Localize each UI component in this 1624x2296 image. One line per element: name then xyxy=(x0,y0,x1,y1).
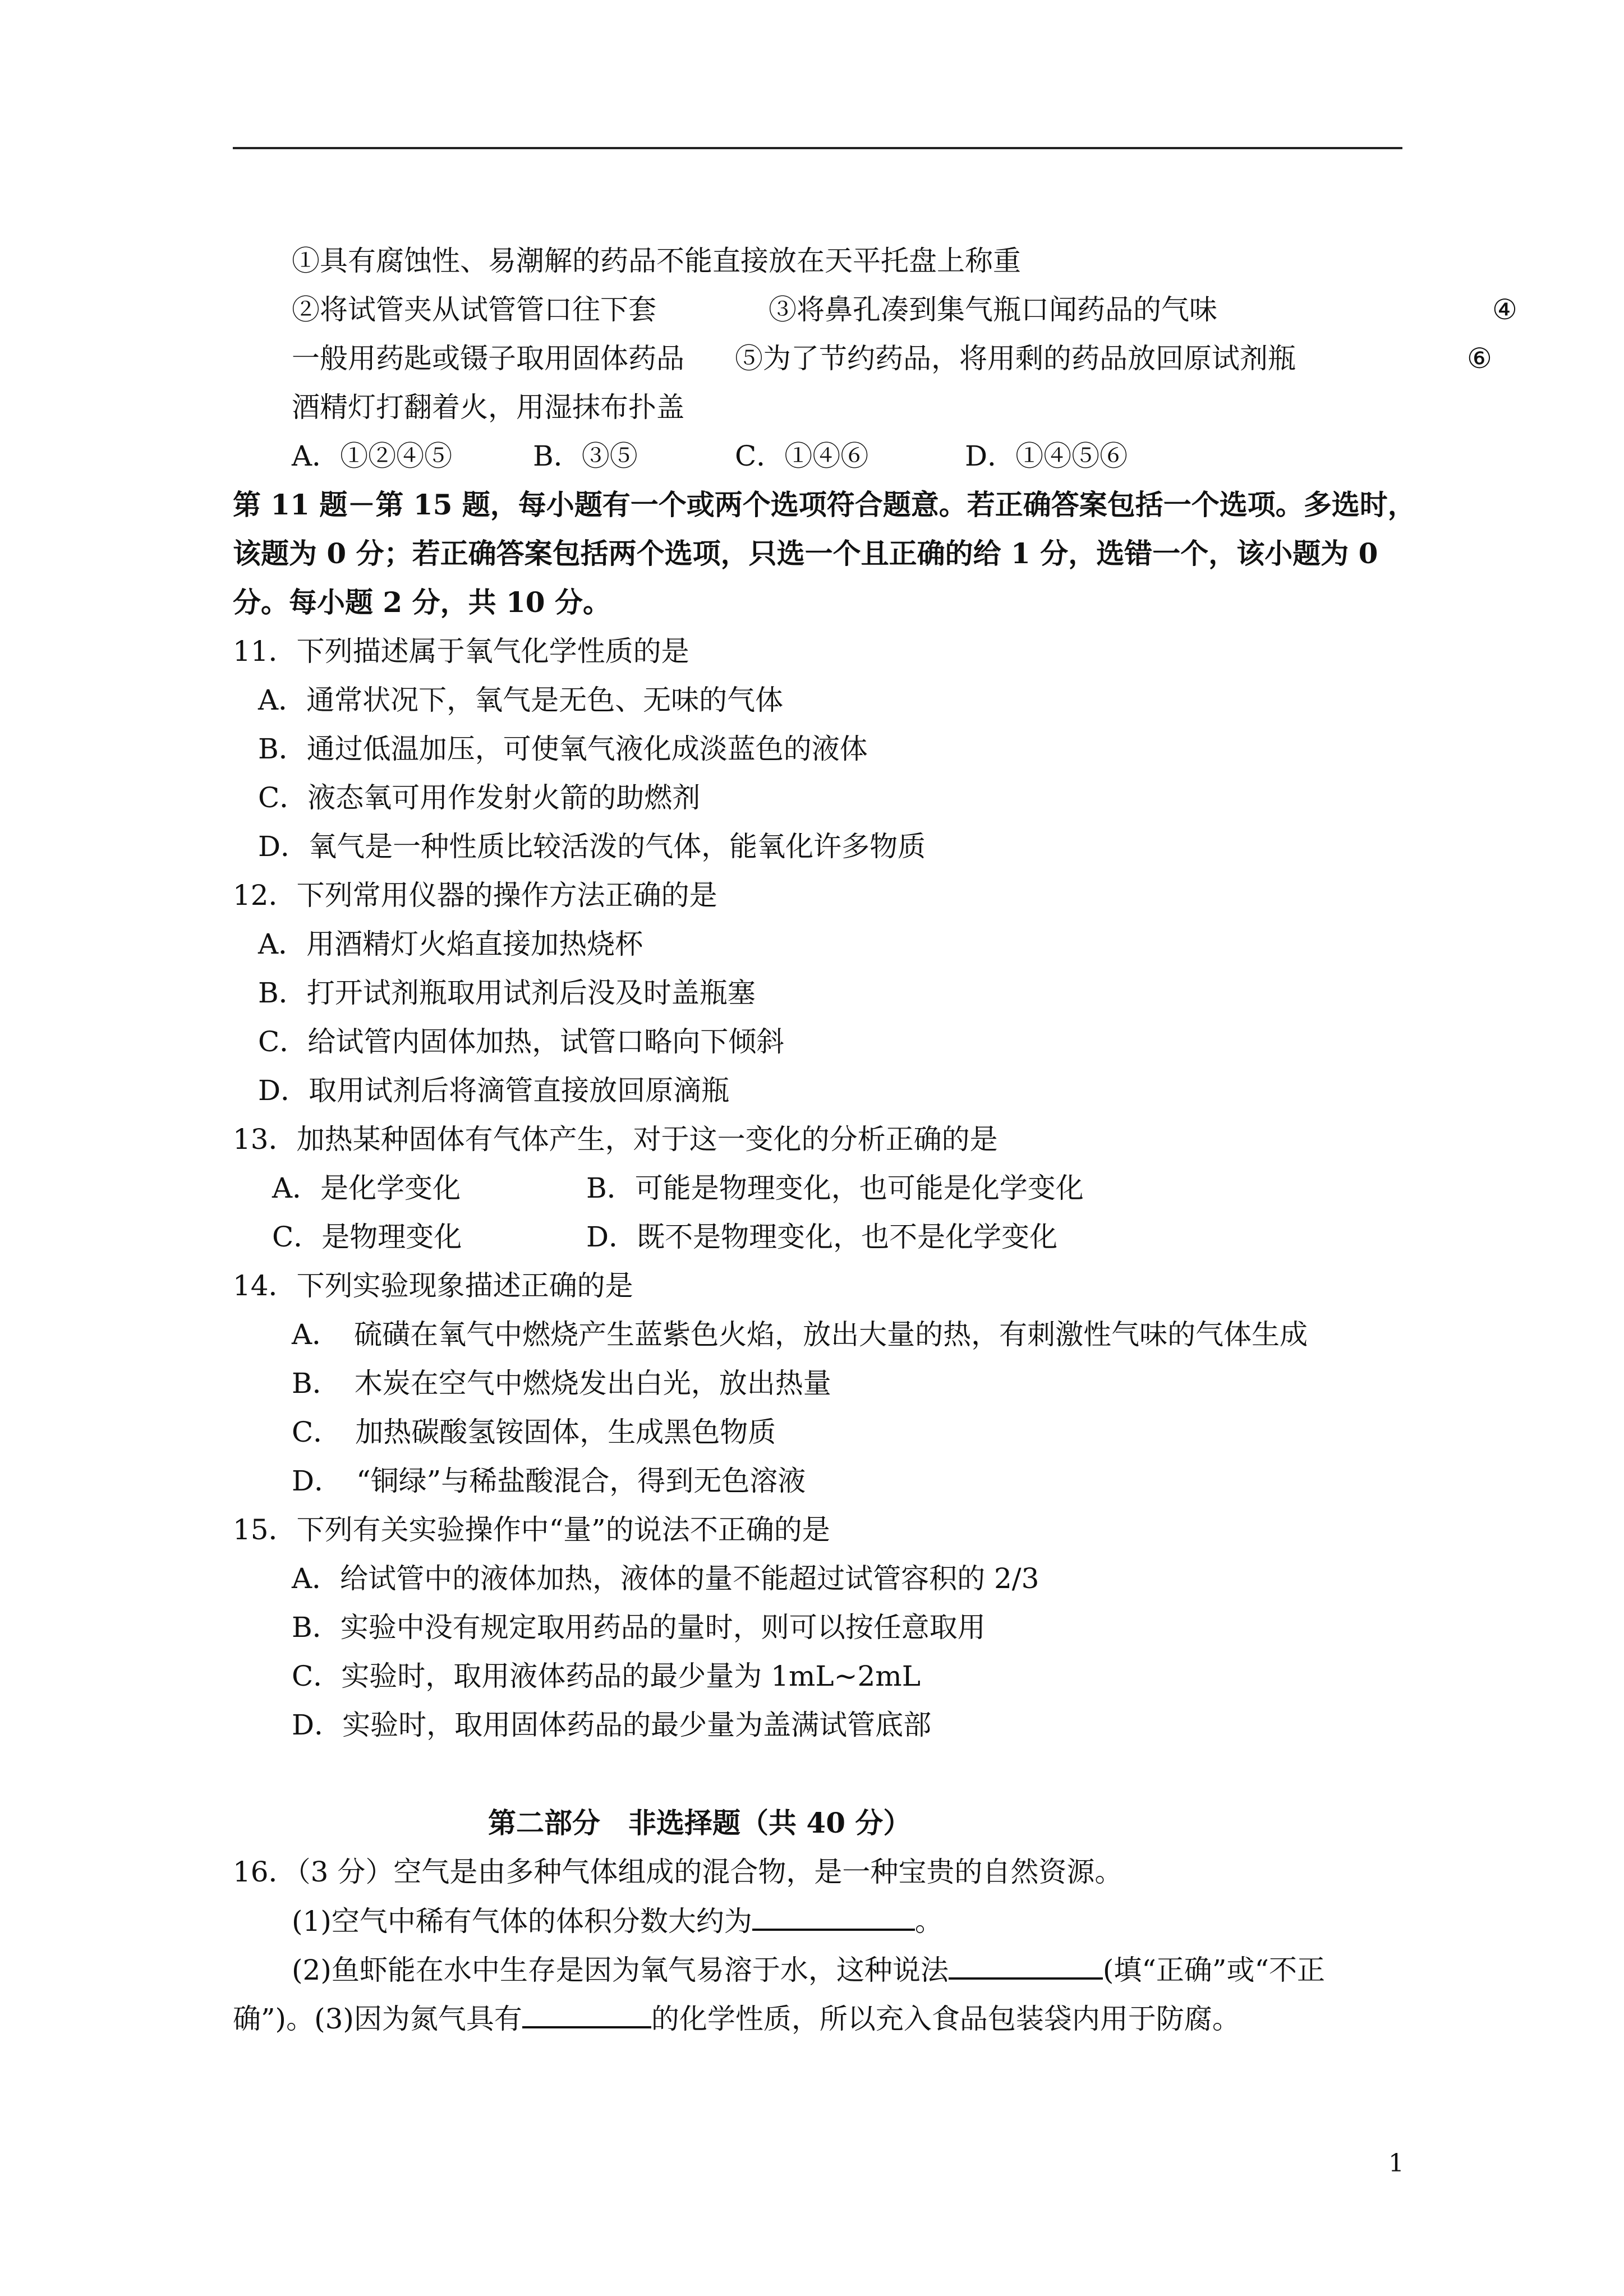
q16-subquestion-2 xyxy=(292,1953,1325,1987)
q16-answer-blank-3[interactable] xyxy=(522,2001,651,2028)
q16-s1-end: 。 xyxy=(914,1905,943,1938)
q13-option-d: D．既不是物理变化，也不是化学变化 xyxy=(586,1221,1058,1253)
q16-s3-text: 确”)。(3)因为氮气具有 xyxy=(233,2003,522,2035)
q13-option-a: A．是化学变化 xyxy=(272,1172,461,1204)
q13-option-b: B．可能是物理变化，也可能是化学变化 xyxy=(586,1172,1084,1204)
q10-item-4: 一般用药匙或镊子取用固体药品 xyxy=(292,342,684,375)
q15-option-c: C．实验时，取用液体药品的最少量为 1mL~2mL xyxy=(292,1660,921,1692)
q12-option-a: A．用酒精灯火焰直接加热烧杯 xyxy=(258,928,643,960)
q12-option-c: C．给试管内固体加热，试管口略向下倾斜 xyxy=(258,1025,785,1058)
q14-option-a: A． 硫磺在氧气中燃烧产生蓝紫色火焰，放出大量的热，有刺激性气味的气体生成 xyxy=(292,1318,1308,1351)
q16-subquestion-1 xyxy=(292,1904,943,1938)
q13-option-c: C．是物理变化 xyxy=(272,1221,462,1253)
q16-s3-end: 的化学性质，所以充入食品包装袋内用于防腐。 xyxy=(651,2003,1240,2035)
q16-answer-blank-1[interactable] xyxy=(752,1904,915,1931)
q16-s2-text: (2)鱼虾能在水中生存是因为氧气易溶于水，这种说法 xyxy=(292,1954,949,1986)
q15-stem: 15．下列有关实验操作中“量”的说法不正确的是 xyxy=(233,1513,830,1546)
q11-stem: 11．下列描述属于氧气化学性质的是 xyxy=(233,635,689,668)
q11-option-b: B．通过低温加压，可使氧气液化成淡蓝色的液体 xyxy=(258,733,868,765)
header-rule xyxy=(233,147,1402,149)
q16-s2-end: (填“正确”或“不正 xyxy=(1102,1954,1326,1986)
q16-answer-blank-2[interactable] xyxy=(949,1953,1103,1980)
q12-stem: 12．下列常用仪器的操作方法正确的是 xyxy=(233,879,717,912)
q15-option-d: D．实验时，取用固体药品的最少量为盖满试管底部 xyxy=(292,1709,932,1741)
q10-item-5: ⑤为了节约药品，将用剩的药品放回原试剂瓶 xyxy=(735,342,1296,375)
q14-option-c: C． 加热碳酸氢铵固体，生成黑色物质 xyxy=(292,1416,776,1448)
q16-subquestion-3 xyxy=(233,2001,1240,2036)
q11-option-d: D．氧气是一种性质比较活泼的气体，能氧化许多物质 xyxy=(258,830,926,863)
q14-option-d: D． “铜绿”与稀盐酸混合，得到无色溶液 xyxy=(292,1465,806,1497)
instruction-line-2: 该题为 0 分；若正确答案包括两个选项，只选一个且正确的给 1 分，选错一个，该小题为 0 xyxy=(233,537,1378,570)
q10-option-c: C．①④⑥ xyxy=(735,440,869,472)
q10-item-6-marker: ⑥ xyxy=(1467,342,1492,375)
q10-option-a: A．①②④⑤ xyxy=(292,440,453,472)
q10-item-4-marker: ④ xyxy=(1492,293,1517,326)
instruction-line-3: 分。每小题 2 分，共 10 分。 xyxy=(233,586,611,619)
q13-stem: 13．加热某种固体有气体产生，对于这一变化的分析正确的是 xyxy=(233,1123,998,1156)
q16-stem: 16．（3 分）空气是由多种气体组成的混合物，是一种宝贵的自然资源。 xyxy=(233,1856,1123,1888)
q15-option-b: B．实验中没有规定取用药品的量时，则可以按任意取用 xyxy=(292,1611,986,1644)
q10-item-3: ③将鼻孔凑到集气瓶口闻药品的气味 xyxy=(769,293,1217,326)
q11-option-c: C．液态氧可用作发射火箭的助燃剂 xyxy=(258,781,701,814)
q10-option-b: B．③⑤ xyxy=(533,440,638,472)
q10-item-6: 酒精灯打翻着火，用湿抹布扑盖 xyxy=(292,391,684,424)
page-number: 1 xyxy=(1388,2149,1404,2178)
q10-item-1: ①具有腐蚀性、易潮解的药品不能直接放在天平托盘上称重 xyxy=(292,245,1021,277)
q15-option-a: A．给试管中的液体加热，液体的量不能超过试管容积的 2/3 xyxy=(292,1562,1039,1595)
q10-option-d: D．①④⑤⑥ xyxy=(965,440,1128,472)
instruction-line-1: 第 11 题－第 15 题，每小题有一个或两个选项符合题意。若正确答案包括一个选项。多选时， xyxy=(233,488,1416,521)
q14-stem: 14．下列实验现象描述正确的是 xyxy=(233,1269,633,1302)
q14-option-b: B． 木炭在空气中燃烧发出白光，放出热量 xyxy=(292,1367,831,1400)
q16-s1-text: (1)空气中稀有气体的体积分数大约为 xyxy=(292,1905,752,1938)
q12-option-d: D．取用试剂后将滴管直接放回原滴瓶 xyxy=(258,1074,730,1107)
q12-option-b: B．打开试剂瓶取用试剂后没及时盖瓶塞 xyxy=(258,977,756,1009)
part-two-title: 第二部分 非选择题（共 40 分） xyxy=(488,1806,912,1839)
q10-item-2: ②将试管夹从试管管口往下套 xyxy=(292,293,656,326)
q11-option-a: A．通常状况下，氧气是无色、无味的气体 xyxy=(258,684,784,716)
